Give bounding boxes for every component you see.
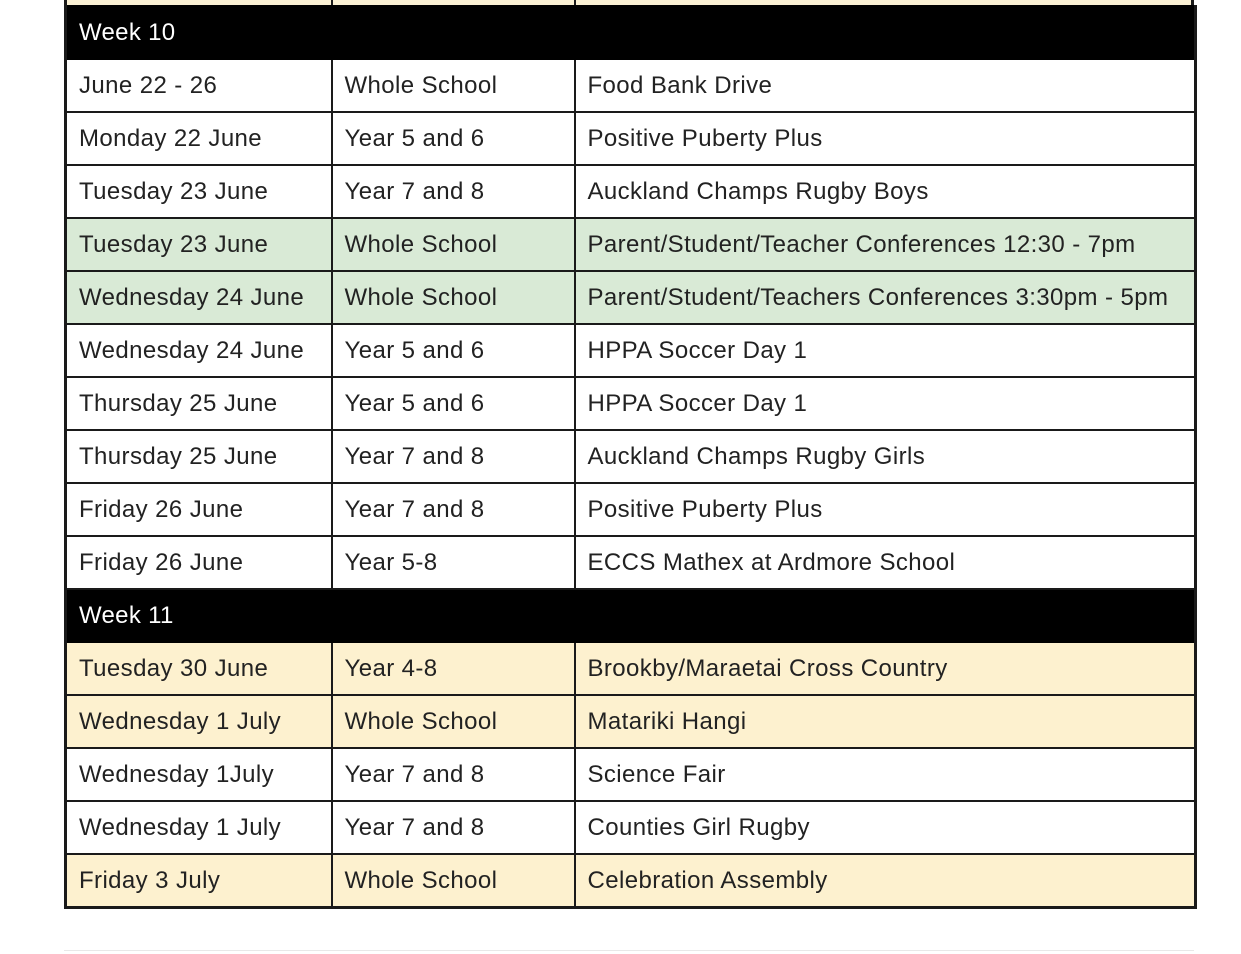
event-row [66, 642, 1196, 695]
event-row [66, 165, 1196, 218]
event-name-cell: Parent/Student/Teachers Conferences 3:30pm - 5pm [575, 271, 1196, 324]
event-date-cell: Friday 26 June [66, 536, 332, 589]
event-row [66, 112, 1196, 165]
week-title: Week 10 [66, 6, 1196, 59]
event-group-cell: Year 5 and 6 [332, 112, 575, 165]
event-date-cell: Thursday 25 June [66, 377, 332, 430]
event-row [66, 483, 1196, 536]
event-row [66, 218, 1196, 271]
event-date-cell: Tuesday 30 June [66, 642, 332, 695]
event-name-cell: Positive Puberty Plus [575, 112, 1196, 165]
event-row [66, 854, 1196, 908]
event-name-cell: Celebration Assembly [575, 854, 1196, 908]
events-table [64, 5, 1197, 909]
event-date-cell: Friday 26 June [66, 483, 332, 536]
event-name-cell: Science Fair [575, 748, 1196, 801]
event-group-cell: Whole School [332, 271, 575, 324]
week-header-row [66, 6, 1196, 59]
event-name-cell: Auckland Champs Rugby Girls [575, 430, 1196, 483]
event-group-cell: Year 5 and 6 [332, 377, 575, 430]
event-row [66, 324, 1196, 377]
event-name-cell: Brookby/Maraetai Cross Country [575, 642, 1196, 695]
event-name-cell: HPPA Soccer Day 1 [575, 377, 1196, 430]
week-title: Week 11 [66, 589, 1196, 642]
event-group-cell: Year 5 and 6 [332, 324, 575, 377]
event-date-cell: Wednesday 24 June [66, 324, 332, 377]
week-header-row [66, 589, 1196, 642]
event-name-cell: HPPA Soccer Day 1 [575, 324, 1196, 377]
event-name-cell: Parent/Student/Teacher Conferences 12:30 - 7pm [575, 218, 1196, 271]
event-group-cell: Whole School [332, 59, 575, 112]
event-date-cell: Tuesday 23 June [66, 218, 332, 271]
previous-row-cell [576, 0, 1197, 5]
event-date-cell: Monday 22 June [66, 112, 332, 165]
event-row [66, 377, 1196, 430]
event-date-cell: Wednesday 1 July [66, 801, 332, 854]
event-date-cell: Wednesday 24 June [66, 271, 332, 324]
event-group-cell: Year 5-8 [332, 536, 575, 589]
event-group-cell: Year 7 and 8 [332, 165, 575, 218]
event-name-cell: Auckland Champs Rugby Boys [575, 165, 1196, 218]
event-date-cell: June 22 - 26 [66, 59, 332, 112]
event-row [66, 430, 1196, 483]
event-group-cell: Year 7 and 8 [332, 748, 575, 801]
event-name-cell: Counties Girl Rugby [575, 801, 1196, 854]
event-row [66, 271, 1196, 324]
event-date-cell: Friday 3 July [66, 854, 332, 908]
event-group-cell: Year 7 and 8 [332, 483, 575, 536]
event-date-cell: Wednesday 1July [66, 748, 332, 801]
event-name-cell: Matariki Hangi [575, 695, 1196, 748]
event-row [66, 536, 1196, 589]
event-group-cell: Whole School [332, 695, 575, 748]
page-divider [64, 950, 1194, 951]
event-row [66, 801, 1196, 854]
event-group-cell: Whole School [332, 854, 575, 908]
previous-row-cell [67, 0, 333, 5]
event-name-cell: ECCS Mathex at Ardmore School [575, 536, 1196, 589]
event-name-cell: Food Bank Drive [575, 59, 1196, 112]
calendar-document [64, 0, 1194, 909]
events-table-body [66, 6, 1196, 908]
event-date-cell: Tuesday 23 June [66, 165, 332, 218]
previous-row-edge [64, 0, 1194, 5]
previous-row-cell [333, 0, 576, 5]
event-group-cell: Whole School [332, 218, 575, 271]
event-group-cell: Year 7 and 8 [332, 801, 575, 854]
event-date-cell: Thursday 25 June [66, 430, 332, 483]
event-name-cell: Positive Puberty Plus [575, 483, 1196, 536]
event-group-cell: Year 4-8 [332, 642, 575, 695]
event-group-cell: Year 7 and 8 [332, 430, 575, 483]
event-row [66, 59, 1196, 112]
event-row [66, 695, 1196, 748]
event-row [66, 748, 1196, 801]
event-date-cell: Wednesday 1 July [66, 695, 332, 748]
